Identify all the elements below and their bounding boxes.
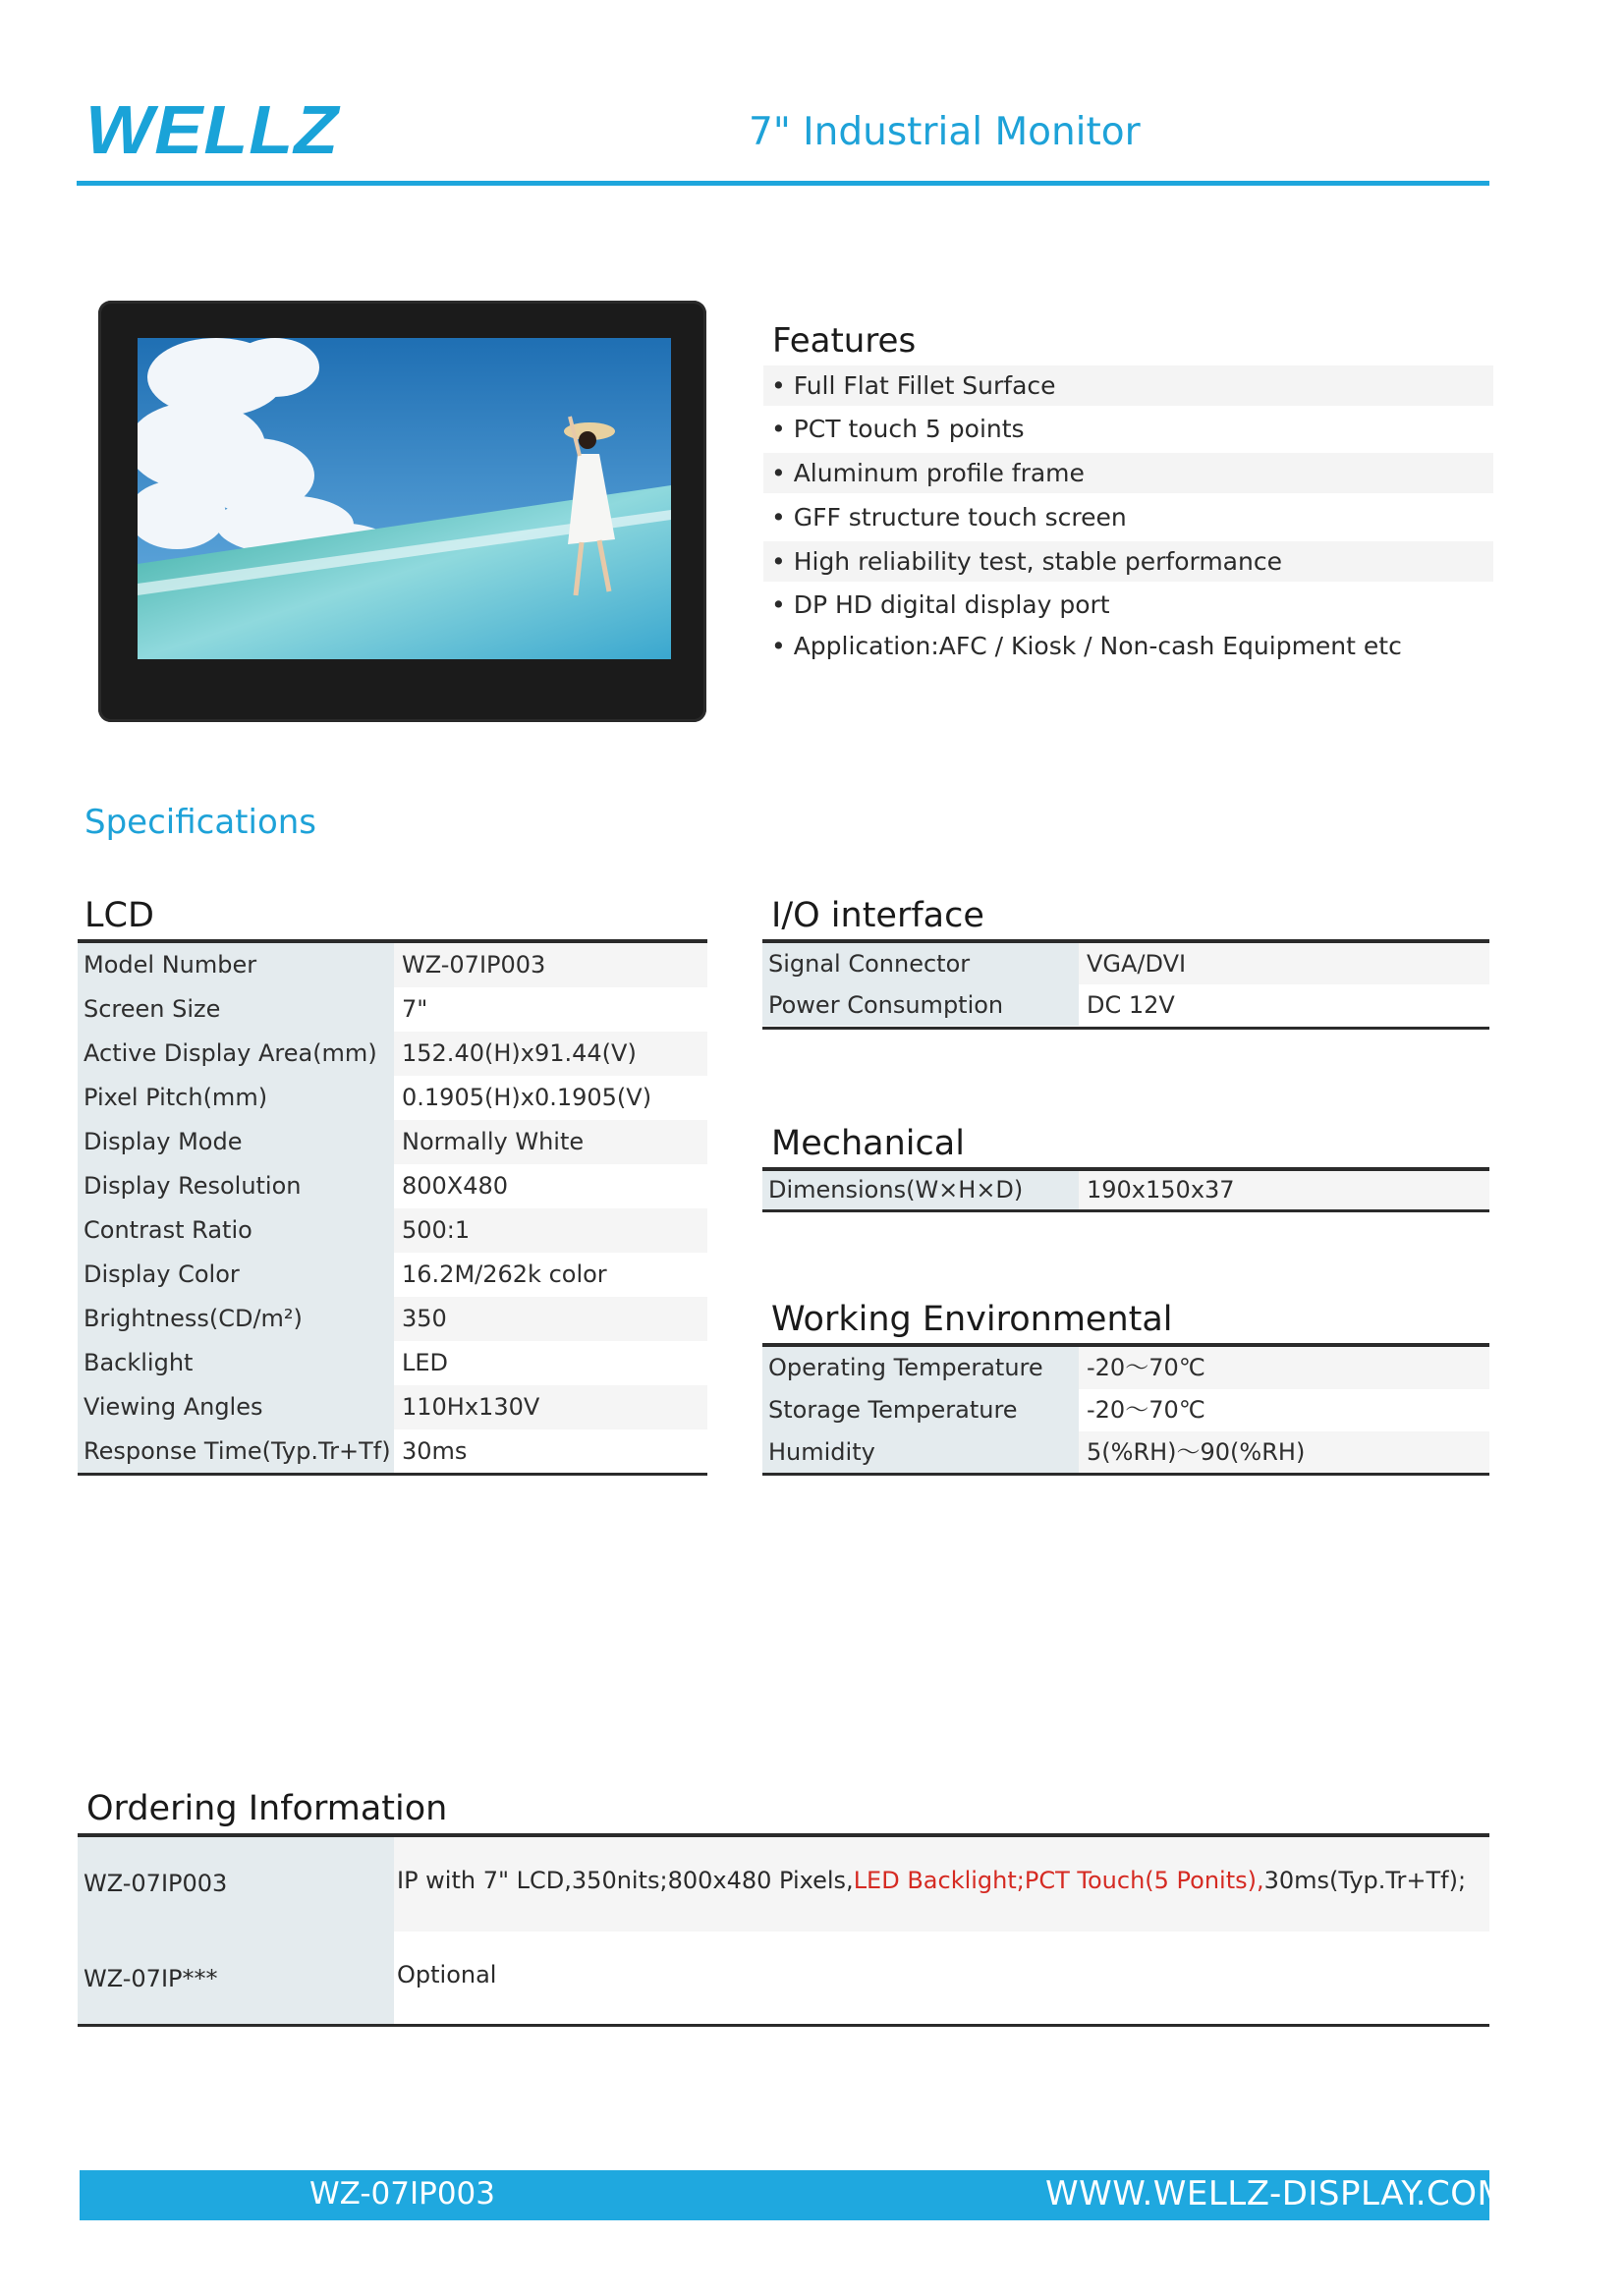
spec-value: 30ms xyxy=(402,1437,468,1465)
spec-row xyxy=(762,1347,1489,1389)
spec-row xyxy=(78,987,707,1032)
spec-value: 5(%RH)～90(%RH) xyxy=(1079,1431,1489,1474)
spec-label: Power Consumption xyxy=(762,984,1079,1026)
spec-row xyxy=(78,1385,707,1429)
feature-item: • PCT touch 5 points xyxy=(771,415,1025,443)
spec-row xyxy=(78,1341,707,1385)
header-divider xyxy=(77,181,1489,186)
spec-value: 350 xyxy=(394,1297,707,1341)
io-bottom-rule xyxy=(762,1027,1489,1030)
spec-value: 0.1905(H)x0.1905(V) xyxy=(402,1084,652,1111)
environment-section-title: Working Environmental xyxy=(771,1300,1173,1339)
ordering-description xyxy=(397,1867,1466,1894)
spec-label: Display Color xyxy=(78,1253,394,1297)
spec-value: VGA/DVI xyxy=(1079,943,1489,984)
ordering-desc-text: IP with 7" LCD,350nits;800x480 Pixels, xyxy=(397,1867,854,1894)
spec-value: 16.2M/262k color xyxy=(402,1260,607,1288)
io-section-title: I/O interface xyxy=(771,896,984,935)
spec-row xyxy=(78,1208,707,1253)
ordering-description: Optional xyxy=(397,1961,497,1988)
feature-item: • GFF structure touch screen xyxy=(771,503,1127,532)
spec-value: 152.40(H)x91.44(V) xyxy=(394,1032,707,1076)
footer-model: WZ-07IP003 xyxy=(309,2176,495,2212)
spec-label: Contrast Ratio xyxy=(78,1208,394,1253)
spec-value: 800X480 xyxy=(402,1172,509,1200)
spec-row xyxy=(78,1297,707,1341)
ordering-model: WZ-07IP003 xyxy=(84,1870,228,1897)
spec-value: DC 12V xyxy=(1087,991,1175,1019)
spec-row xyxy=(78,1164,707,1208)
spec-row xyxy=(78,1253,707,1297)
brand-logo: WELLZ xyxy=(84,91,340,168)
spec-value: 500:1 xyxy=(394,1208,707,1253)
specifications-title: Specifications xyxy=(84,803,317,842)
spec-label: Backlight xyxy=(78,1341,394,1385)
spec-label: Viewing Angles xyxy=(78,1385,394,1429)
mechanical-bottom-rule xyxy=(762,1209,1489,1212)
document-title: 7" Industrial Monitor xyxy=(749,110,1141,154)
spec-value: LED xyxy=(402,1349,449,1376)
spec-row xyxy=(762,984,1489,1026)
ordering-section-title: Ordering Information xyxy=(86,1789,448,1828)
feature-item: • DP HD digital display port xyxy=(771,590,1110,619)
monitor-product-image xyxy=(98,301,706,722)
spec-label: Brightness(CD/m²) xyxy=(78,1297,394,1341)
spec-row xyxy=(78,1076,707,1120)
monitor-screen-image xyxy=(138,338,671,659)
spec-label: Pixel Pitch(mm) xyxy=(78,1076,394,1120)
ordering-model: WZ-07IP*** xyxy=(84,1965,218,1992)
spec-label: Dimensions(W×H×D) xyxy=(762,1171,1079,1209)
spec-label: Display Mode xyxy=(78,1120,394,1164)
spec-label: Response Time(Typ.Tr+Tf) xyxy=(78,1429,394,1474)
spec-row xyxy=(78,943,707,987)
lcd-section-title: LCD xyxy=(84,896,154,935)
spec-row xyxy=(78,1429,707,1474)
ordering-desc-text: 30ms(Typ.Tr+Tf); xyxy=(1263,1867,1467,1894)
spec-row xyxy=(78,1032,707,1076)
spec-value: -20～70℃ xyxy=(1079,1347,1489,1389)
spec-value: WZ-07IP003 xyxy=(394,943,707,987)
spec-label: Signal Connector xyxy=(762,943,1079,984)
spec-row xyxy=(762,1431,1489,1474)
spec-value: 7" xyxy=(402,995,428,1023)
feature-item: • Application:AFC / Kiosk / Non-cash Equipment etc xyxy=(771,632,1402,660)
spec-label: Operating Temperature xyxy=(762,1347,1079,1389)
spec-label: Model Number xyxy=(78,943,394,987)
spec-row xyxy=(762,1171,1489,1209)
spec-row xyxy=(762,943,1489,984)
spec-label: Storage Temperature xyxy=(762,1389,1079,1431)
environment-bottom-rule xyxy=(762,1473,1489,1476)
spec-row xyxy=(78,1120,707,1164)
mechanical-section-title: Mechanical xyxy=(771,1124,965,1163)
feature-item: • High reliability test, stable performance xyxy=(763,541,1493,582)
footer-website-link[interactable]: WWW.WELLZ-DISPLAY.COM xyxy=(1045,2174,1507,2213)
spec-value: Normally White xyxy=(394,1120,707,1164)
spec-label: Screen Size xyxy=(78,987,394,1032)
spec-row xyxy=(762,1389,1489,1431)
feature-item: • Full Flat Fillet Surface xyxy=(763,365,1493,406)
spec-value: -20～70℃ xyxy=(1087,1396,1205,1424)
spec-value: 190x150x37 xyxy=(1079,1171,1489,1209)
lcd-bottom-rule xyxy=(78,1473,707,1476)
ordering-bottom-rule xyxy=(78,2024,1489,2027)
ordering-desc-highlight: LED Backlight;PCT Touch(5 Ponits), xyxy=(853,1867,1264,1894)
spec-value: 110Hx130V xyxy=(394,1385,707,1429)
spec-label: Display Resolution xyxy=(78,1164,394,1208)
spec-label: Humidity xyxy=(762,1431,1079,1474)
features-title: Features xyxy=(772,321,917,361)
feature-item: • Aluminum profile frame xyxy=(763,453,1493,493)
spec-label: Active Display Area(mm) xyxy=(78,1032,394,1076)
